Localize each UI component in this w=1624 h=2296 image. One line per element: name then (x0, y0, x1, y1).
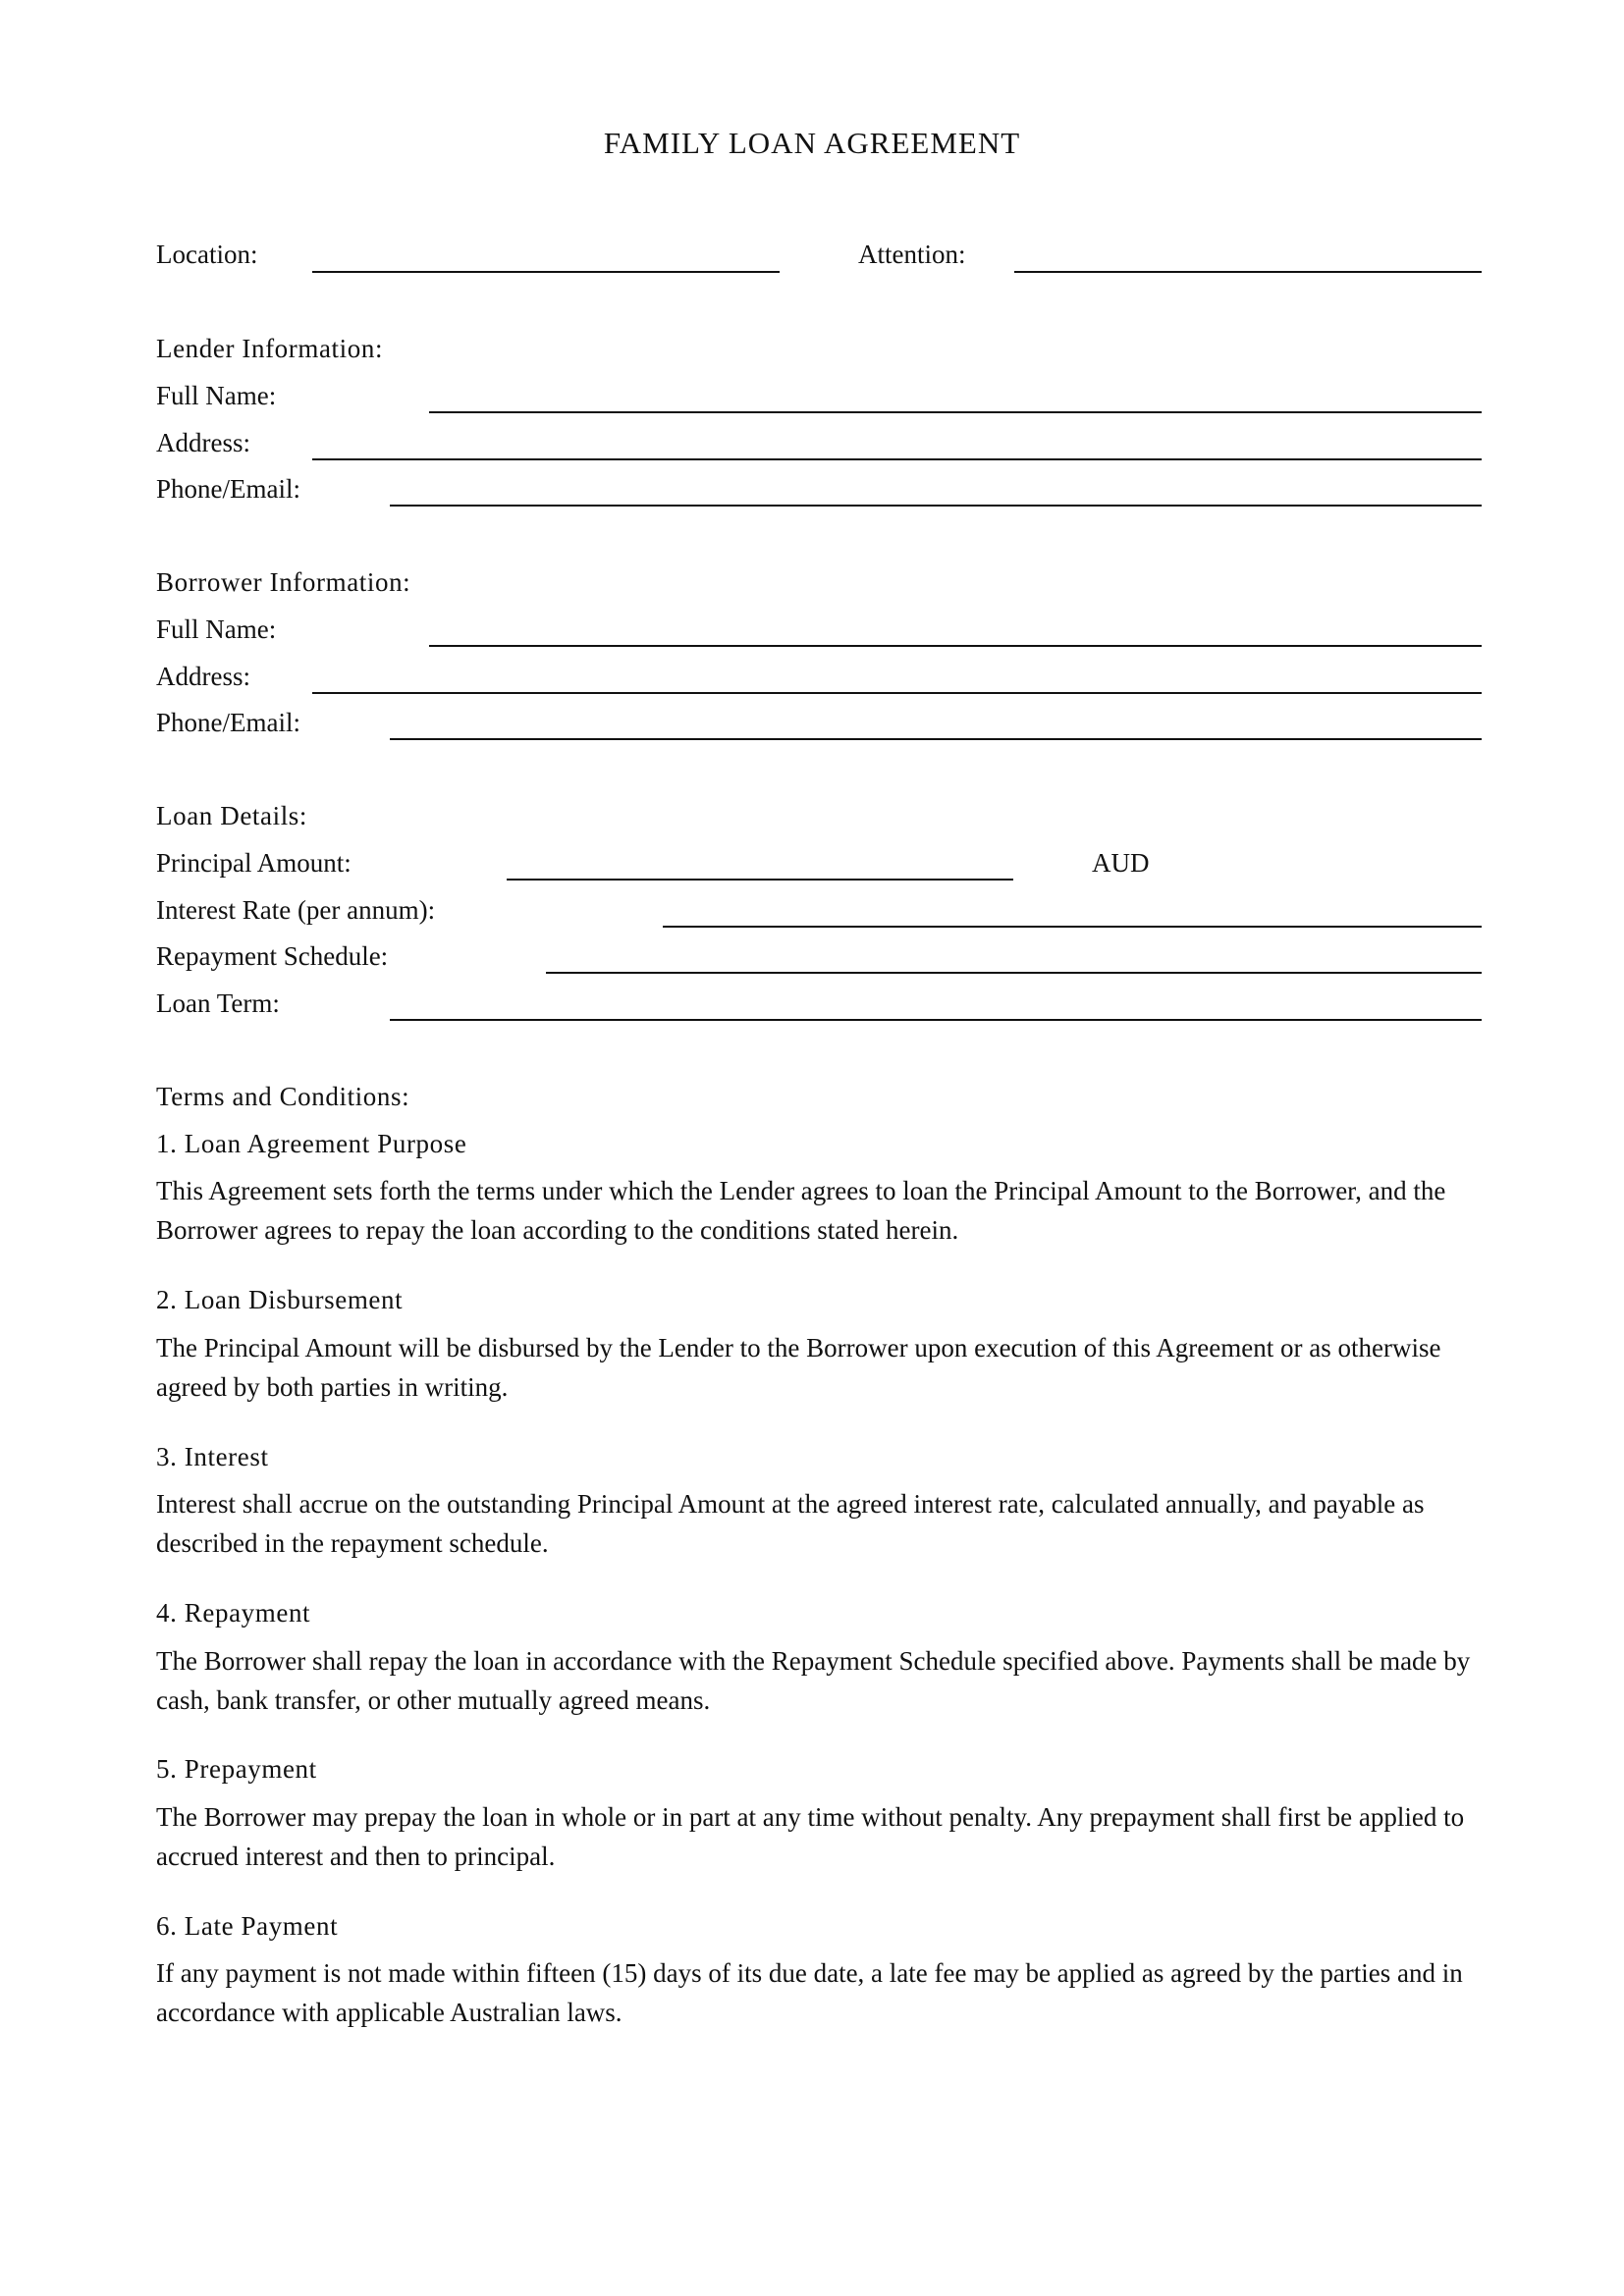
location-field[interactable] (312, 271, 780, 273)
term-title: 3. Interest (156, 1442, 269, 1471)
borrower-address-field[interactable] (312, 692, 1482, 694)
loan-details-heading: Loan Details: (156, 801, 308, 830)
term-title: 6. Late Payment (156, 1911, 339, 1941)
lender-heading: Lender Information: (156, 334, 384, 363)
borrower-heading: Borrower Information: (156, 567, 411, 597)
lender-address-label: Address: (156, 428, 250, 457)
principal-amount-label: Principal Amount: (156, 848, 352, 878)
term-text: If any payment is not made within fifteen (15) days of its due date, a late fee may be applied as agreed by the parties and in accordance with applicable Australian laws. (156, 1958, 1463, 2027)
loan-term-label: Loan Term: (156, 988, 280, 1018)
lender-phone-email-field[interactable] (390, 505, 1482, 507)
attention-label: Attention: (858, 240, 966, 269)
terms-heading: Terms and Conditions: (156, 1082, 410, 1111)
principal-amount-field[interactable] (507, 879, 1013, 881)
term-title: 5. Prepayment (156, 1754, 317, 1784)
document-title: FAMILY LOAN AGREEMENT (603, 126, 1021, 160)
attention-field[interactable] (1014, 271, 1482, 273)
borrower-address-label: Address: (156, 662, 250, 691)
repayment-schedule-field[interactable] (546, 972, 1482, 974)
location-label: Location: (156, 240, 258, 269)
lender-full-name-field[interactable] (429, 411, 1482, 413)
term-text: The Principal Amount will be disbursed by the Lender to the Borrower upon execution of this Agreement or as otherwise agreed by both parties in writing. (156, 1333, 1441, 1402)
borrower-phone-email-label: Phone/Email: (156, 708, 300, 737)
borrower-full-name-field[interactable] (429, 645, 1482, 647)
loan-term-field[interactable] (390, 1019, 1482, 1021)
term-text: This Agreement sets forth the terms under which the Lender agrees to loan the Principal Amount to the Borrower, and the Borrower agrees to repay the loan according to the conditions stated herein. (156, 1176, 1446, 1245)
borrower-phone-email-field[interactable] (390, 738, 1482, 740)
currency-label: AUD (1092, 848, 1150, 878)
term-title: 2. Loan Disbursement (156, 1285, 404, 1314)
borrower-full-name-label: Full Name: (156, 614, 277, 644)
term-text: The Borrower shall repay the loan in accordance with the Repayment Schedule specified above. Payments shall be made by cash, bank transfer, or other mutually agreed means. (156, 1646, 1471, 1715)
interest-rate-label: Interest Rate (per annum): (156, 895, 436, 925)
lender-phone-email-label: Phone/Email: (156, 474, 300, 504)
term-text: Interest shall accrue on the outstanding Principal Amount at the agreed interest rate, calculated annually, and payable as described in the repayment schedule. (156, 1489, 1425, 1558)
term-text: The Borrower may prepay the loan in whole or in part at any time without penalty. Any prepayment shall first be applied to accrued interest and then to principal. (156, 1802, 1465, 1871)
repayment-schedule-label: Repayment Schedule: (156, 941, 389, 971)
lender-address-field[interactable] (312, 458, 1482, 460)
term-title: 4. Repayment (156, 1598, 311, 1628)
term-title: 1. Loan Agreement Purpose (156, 1129, 467, 1158)
interest-rate-field[interactable] (663, 926, 1482, 928)
lender-full-name-label: Full Name: (156, 381, 277, 410)
